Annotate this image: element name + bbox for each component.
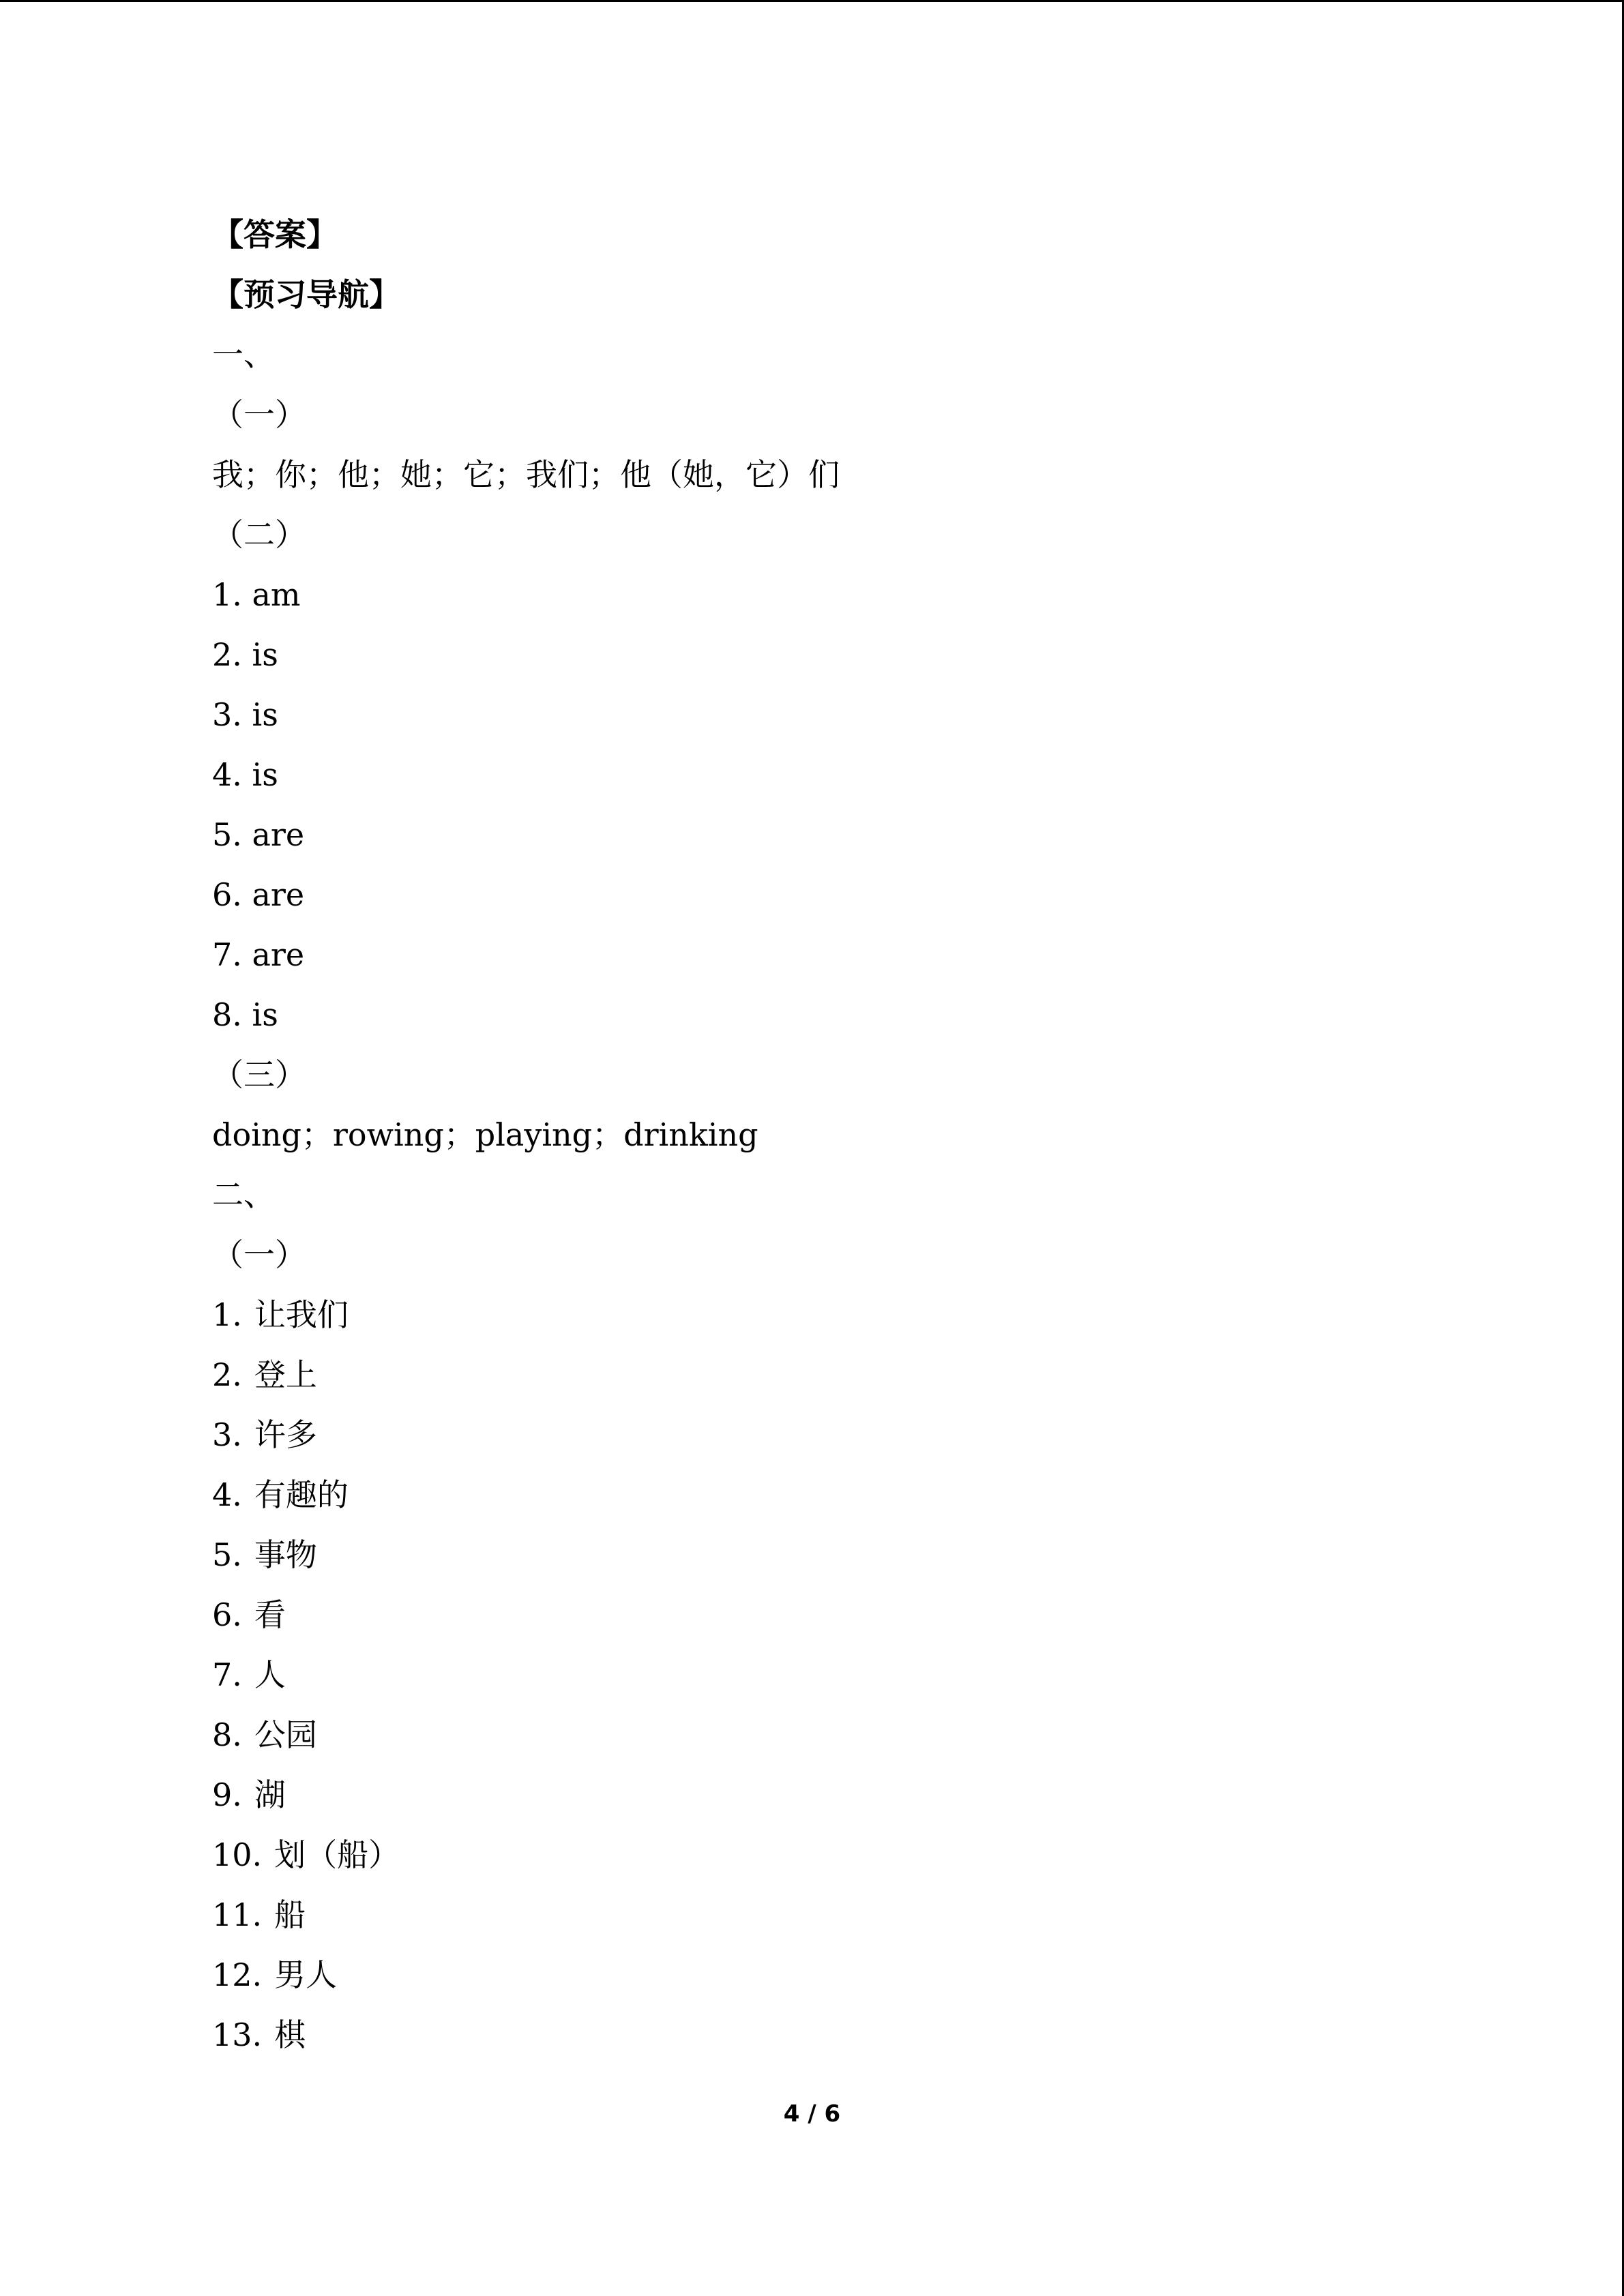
part1-sub1-label: （一） [212,396,306,433]
heading-answer: 【答案】 [212,216,338,253]
item-number: 9. [212,1776,242,1813]
vocab-answer [212,1405,1440,1465]
vocab-answer [212,1525,1440,1585]
answer-content [212,205,1440,2065]
item-text: 许多 [254,1416,317,1453]
be-verb-answer: 2. is [212,636,278,673]
item-number: 11. [212,1896,263,1933]
be-verb-answer: 6. are [212,876,305,913]
item-text: 看 [254,1596,286,1633]
vocab-answer [212,1705,1440,1765]
item-number: 5. [212,1536,242,1573]
item-text: 公园 [254,1716,317,1753]
part1-label: 一、 [212,336,275,373]
item-number: 4. [212,1476,242,1513]
item-text: 船 [274,1896,306,1933]
item-text: 登上 [254,1356,317,1393]
item-text: 事物 [254,1536,317,1573]
item-number: 12. [212,1956,263,1993]
vocab-answer [212,1885,1440,1945]
vocab-answer [212,1465,1440,1525]
pronoun-answers: 我；你；他；她；它；我们；他（她，它）们 [212,456,840,493]
be-verb-answer: 1. am [212,576,301,613]
item-number: 8. [212,1716,242,1753]
item-text: 湖 [254,1776,286,1813]
ing-form-answers: doing；rowing；playing；drinking [212,1116,758,1153]
be-verb-answer: 4. is [212,756,278,793]
item-text: 有趣的 [254,1476,349,1513]
part2-sub1-label: （一） [212,1236,306,1273]
part2-label: 二、 [212,1176,275,1213]
part1-sub3-label: （三） [212,1056,306,1093]
be-verb-answer: 8. is [212,996,278,1033]
vocab-answer [212,1285,1440,1345]
vocab-answer [212,1645,1440,1705]
item-number: 10. [212,1836,263,1873]
item-number: 3. [212,1416,242,1453]
part1-sub2-label: （二） [212,516,306,553]
item-number: 1. [212,1296,242,1333]
vocab-answer [212,1825,1440,1885]
heading-preview: 【预习导航】 [212,276,400,313]
item-text: 男人 [274,1956,338,1993]
be-verb-answer: 3. is [212,696,278,733]
item-number: 6. [212,1596,242,1633]
vocab-answer [212,1585,1440,1645]
vocab-answer [212,1345,1440,1405]
item-number: 2. [212,1356,242,1393]
be-verb-answer: 7. are [212,936,305,973]
be-verb-answer: 5. are [212,816,305,853]
item-text: 人 [254,1656,286,1693]
item-number: 13. [212,2016,263,2053]
page-number: 4 / 6 [783,2100,841,2128]
item-text: 让我们 [254,1296,349,1333]
item-number: 7. [212,1656,242,1693]
item-text: 棋 [274,2016,306,2053]
vocab-answer [212,1945,1440,2005]
item-text: 划（船） [274,1836,400,1873]
vocab-answer [212,2005,1440,2065]
vocab-answer [212,1765,1440,1825]
